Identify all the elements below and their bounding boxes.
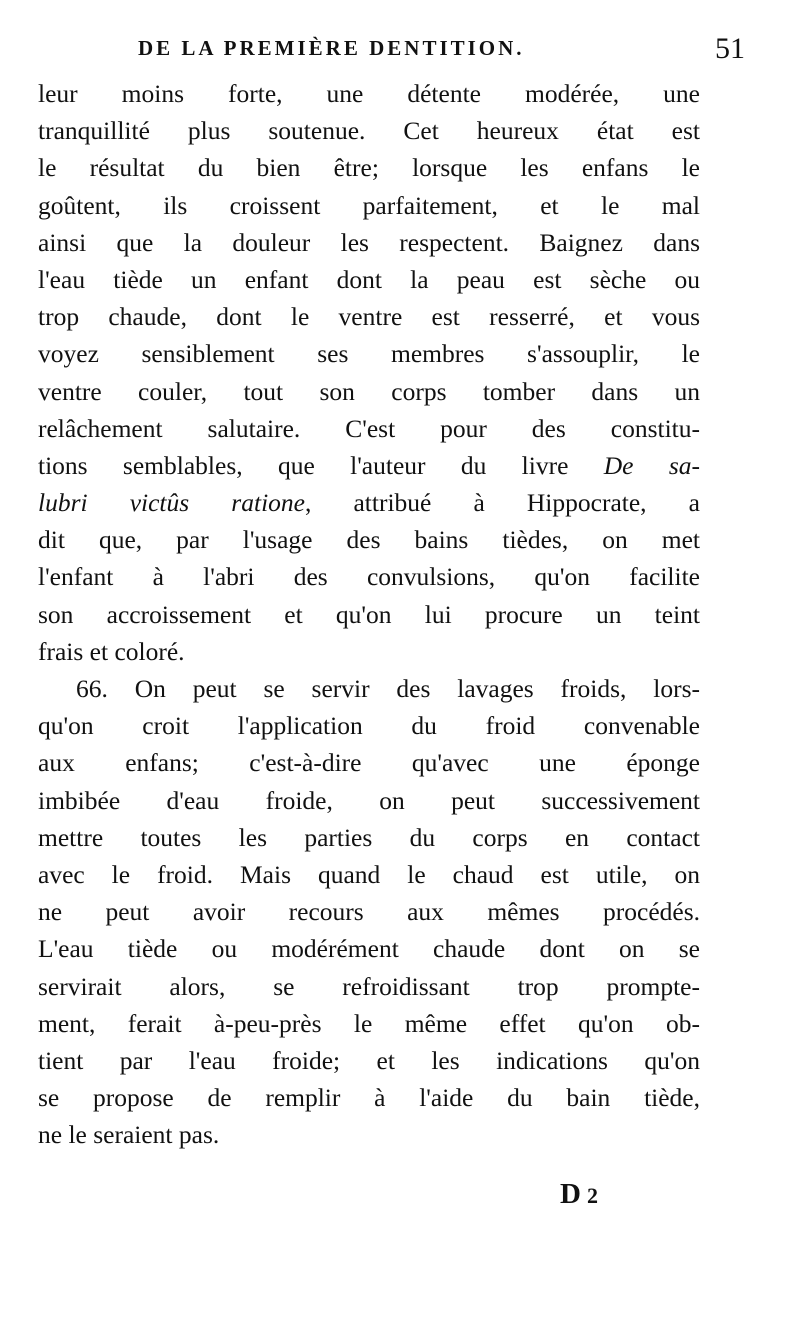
text-line: aux enfans; c'est-à-dire qu'avec une éponge <box>38 748 700 778</box>
text-line: frais et coloré. <box>38 636 185 666</box>
paragraph-66-first-line: 66. On peut se servir des lavages froids, lors- <box>76 674 700 703</box>
body-text <box>38 75 700 1153</box>
text-line <box>38 447 700 484</box>
book-title-italic: De sa- <box>603 450 700 480</box>
text-line: relâchement salutaire. C'est pour des constitu- <box>38 413 700 443</box>
text-line: mettre toutes les parties du corps en contact <box>38 822 700 852</box>
text-line: trop chaude, dont le ventre est resserré, et vous <box>38 302 700 332</box>
text-run: tions semblables, que l'auteur du livre <box>38 450 604 480</box>
text-run: , attribué à Hippocrate, a <box>304 488 700 518</box>
text-line: tient par l'eau froide; et les indications qu'on <box>38 1045 700 1075</box>
text-line: L'eau tiède ou modérément chaude dont on se <box>38 934 700 964</box>
text-line: ment, ferait à-peu-près le même effet qu'on ob- <box>38 1008 700 1038</box>
text-line: dit que, par l'usage des bains tièdes, on met <box>38 525 700 555</box>
text-line: leur moins forte, une détente modérée, une <box>38 79 700 108</box>
text-line: ne peut avoir recours aux mêmes procédés. <box>38 897 700 927</box>
text-line: voyez sensiblement ses membres s'assouplir, le <box>38 339 700 369</box>
signature-mark <box>560 1178 598 1211</box>
running-head <box>40 32 745 72</box>
text-line: l'eau tiède un enfant dont la peau est sèche ou <box>38 264 700 294</box>
text-line: avec le froid. Mais quand le chaud est utile, on <box>38 859 700 889</box>
text-line: ne le seraient pas. <box>38 1120 220 1150</box>
running-title: DE LA PREMIÈRE DENTITION. <box>138 36 525 60</box>
text-line: ventre couler, tout son corps tomber dans un <box>38 376 700 406</box>
page-number: 51 <box>715 32 745 65</box>
text-line: se propose de remplir à l'aide du bain tiède, <box>38 1083 700 1113</box>
text-line: l'enfant à l'abri des convulsions, qu'on facilite <box>38 562 700 592</box>
text-line: goûtent, ils croissent parfaitement, et le mal <box>38 190 700 220</box>
text-line <box>38 484 700 521</box>
text-line: qu'on croit l'application du froid convenable <box>38 711 700 741</box>
text-line: ainsi que la douleur les respectent. Baignez dans <box>38 227 700 257</box>
book-title-italic: lubri victûs ratione <box>38 488 305 518</box>
text-line: imbibée d'eau froide, on peut successivement <box>38 785 700 815</box>
signature-letter: D <box>560 1178 581 1210</box>
text-line: son accroissement et qu'on lui procure un teint <box>38 599 700 629</box>
text-line: servirait alors, se refroidissant trop prompte- <box>38 971 700 1001</box>
signature-digit: 2 <box>586 1183 598 1208</box>
text-line: le résultat du bien être; lorsque les enfans le <box>38 153 700 183</box>
text-line: tranquillité plus soutenue. Cet heureux état est <box>38 116 700 146</box>
